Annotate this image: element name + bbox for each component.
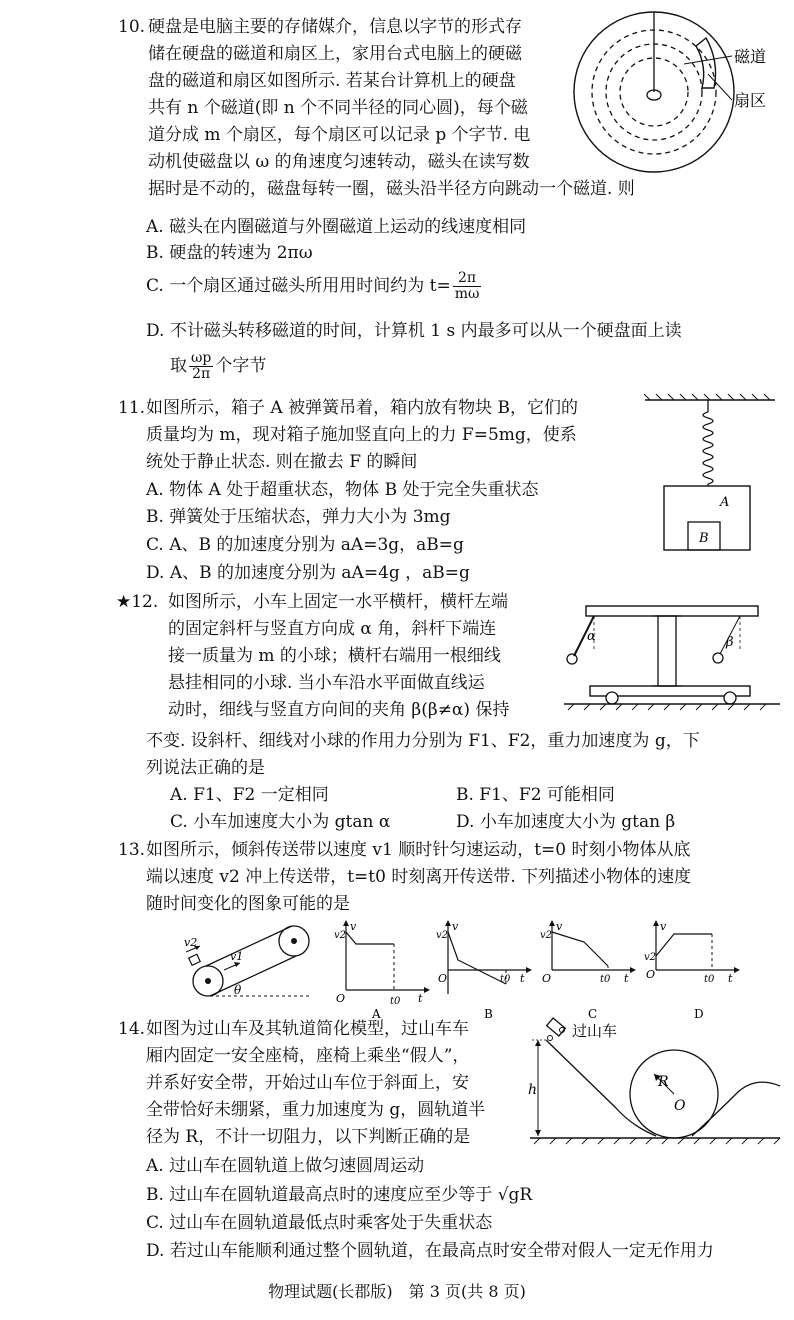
- q10-option-d-cont: 取 $\frac{\omega p}{2\pi}$ 个字节: [170, 350, 267, 382]
- q11-option-a: A. 物体 A 处于超重状态，物体 B 处于完全失重状态: [146, 480, 539, 500]
- q12-number: ★12.: [116, 592, 159, 612]
- roller-coaster-figure: [528, 1012, 782, 1148]
- q12-line7: 列说法正确的是: [146, 758, 265, 778]
- svg-text:t0: t0: [600, 974, 611, 985]
- cart-figure: [560, 600, 782, 720]
- svg-text:t: t: [520, 972, 525, 985]
- conveyor-v1-label: v1: [230, 950, 244, 963]
- q10-stem: [148, 14, 635, 203]
- center-o-label: O: [674, 1098, 686, 1114]
- angle-alpha-label: α: [587, 629, 596, 644]
- q10-line: 据时是不动的，磁盘每转一圈，磁头沿半径方向跳动一个磁道. 则: [148, 179, 635, 199]
- q14-option-c: C. 过山车在圆轨道最低点时乘客处于失重状态: [146, 1213, 493, 1233]
- disk-figure: [572, 2, 782, 180]
- svg-text:v2: v2: [644, 952, 657, 963]
- disk-track-label: 磁道: [734, 47, 767, 66]
- svg-text:t0: t0: [390, 996, 401, 1007]
- graph-d-label: D: [694, 1007, 704, 1018]
- roller-coaster-label: 过山车: [572, 1022, 618, 1040]
- q10-line: 储在硬盘的磁道和扇区上，家用台式电脑上的硬磁: [148, 44, 522, 64]
- svg-text:t0: t0: [704, 974, 715, 985]
- page-footer: 物理试题(长郡版) 第 3 页(共 8 页): [268, 1282, 526, 1301]
- q12-line6: 不变. 设斜杆、细线对小球的作用力分别为 F1、F2，重力加速度为 g，下: [146, 731, 700, 751]
- spring-box-figure: [640, 392, 780, 558]
- svg-text:O: O: [336, 992, 346, 1005]
- q10-option-b: B. 硬盘的转速为 2πω: [146, 243, 313, 263]
- q10-line: 动机使磁盘以 ω 的角速度匀速转动，磁头在读写数: [148, 152, 530, 172]
- q10-fraction-d: $\frac{\omega p}{2\pi}$: [191, 350, 212, 382]
- block-b-label: B: [699, 531, 709, 546]
- q10-option-d: D. 不计磁头转移磁道的时间，计算机 1 s 内最多可以从一个硬盘面上读: [146, 321, 682, 341]
- disk-sector-label: 扇区: [734, 91, 767, 110]
- q12-option-d: D. 小车加速度大小为 gtan β: [456, 812, 676, 832]
- q11-number: 11.: [118, 398, 146, 418]
- svg-text:v2: v2: [334, 930, 347, 941]
- q14-stem: 如图为过山车及其轨道简化模型，过山车车 厢内固定一安全座椅，座椅上乘坐“假人”， 并系好安全带，开始过山车位于斜面上，安 全带恰好未绷紧，重力加速度为 g，圆轨道半 径为 R，不计一切阻力，以下判断正确的是: [146, 1019, 486, 1147]
- svg-text:t0: t0: [500, 974, 511, 985]
- conveyor-figure: [180, 918, 320, 1002]
- vt-graph-d: [644, 918, 744, 1018]
- q10-line: 硬盘是电脑主要的存储媒介，信息以字节的形式存: [148, 17, 522, 37]
- q10-option-c: [146, 266, 483, 306]
- q12-option-a: A. F1、F2 一定相同: [170, 785, 329, 805]
- svg-text:t: t: [728, 972, 733, 985]
- height-h-label: h: [528, 1082, 538, 1098]
- svg-text:O: O: [646, 968, 656, 981]
- svg-text:v: v: [660, 920, 667, 933]
- svg-text:O: O: [438, 972, 448, 985]
- q14-option-d: D. 若过山车能顺利通过整个圆轨道，在最高点时安全带对假人一定无作用力: [146, 1241, 714, 1261]
- q11-option-c: C. A、B 的加速度分别为 aA=3g，aB=g: [146, 535, 464, 555]
- q13-stem: 如图所示，倾斜传送带以速度 v1 顺时针匀速运动，t=0 时刻小物体从底 端以速度 v2 冲上传送带，t=t0 时刻离开传送带. 下列描述小物体的速度 随时间变化的图象可能的是: [146, 840, 692, 914]
- q10-fraction: $\frac{2\pi}{m\omega}$: [454, 270, 480, 302]
- q10-option-a: A. 磁头在内圈磁道与外圈磁道上运动的线速度相同: [146, 217, 527, 237]
- q14-option-b: B. 过山车在圆轨道最高点时的速度应至少等于 √gR: [146, 1185, 533, 1205]
- q14-number: 14.: [118, 1019, 146, 1039]
- q10-line: 盘的磁道和扇区如图所示. 若某台计算机上的硬盘: [148, 71, 516, 91]
- q10-option-c-text: C. 一个扇区通过磁头所用用时间约为 t=: [146, 276, 451, 296]
- vt-graph-b: [436, 918, 536, 1018]
- q11-option-b: B. 弹簧处于压缩状态，弹力大小为 3mg: [146, 507, 451, 527]
- box-a-label: A: [720, 495, 730, 510]
- graph-b-label: B: [484, 1007, 493, 1018]
- q12-stem: 如图所示，小车上固定一水平横杆，横杆左端 的固定斜杆与竖直方向成 α 角，斜杆下端连 接一质量为 m 的小球；横杆右端用一根细线 悬挂相同的小球. 当小车沿水平面做直线运 动时，细线与竖直方向间的夹角 β(β≠α) 保持: [168, 592, 510, 720]
- q10-line: 道分成 m 个扇区，每个扇区可以记录 p 个字节. 电: [148, 125, 531, 145]
- svg-text:O: O: [542, 972, 552, 985]
- radius-label: R: [658, 1074, 669, 1090]
- svg-text:t: t: [624, 972, 629, 985]
- q11-stem: 如图所示，箱子 A 被弹簧吊着，箱内放有物块 B，它们的 质量均为 m，现对箱子施加竖直向上的力 F=5mg，使系 统处于静止状态. 则在撤去 F 的瞬间: [146, 398, 578, 472]
- conveyor-theta-label: θ: [234, 983, 242, 997]
- q10-line: 共有 n 个磁道(即 n 个不同半径的同心圆)，每个磁: [148, 98, 528, 118]
- q13-number: 13.: [118, 840, 146, 860]
- q12-option-c: C. 小车加速度大小为 gtan α: [170, 812, 391, 832]
- q12-option-b: B. F1、F2 可能相同: [456, 785, 615, 805]
- q14-option-a: A. 过山车在圆轨道上做匀速圆周运动: [146, 1156, 425, 1176]
- svg-text:v: v: [452, 920, 459, 933]
- vt-graph-c: [540, 918, 640, 1018]
- graph-a-label: A: [372, 1007, 381, 1018]
- conveyor-v2-label: v2: [184, 936, 198, 949]
- angle-beta-label: β: [726, 635, 734, 650]
- svg-text:v2: v2: [540, 930, 553, 941]
- svg-text:t: t: [418, 992, 423, 1005]
- q11-option-d: D. A、B 的加速度分别为 aA=4g ，aB=g: [146, 563, 470, 583]
- svg-text:v2: v2: [436, 930, 449, 941]
- vt-graph-a: [334, 918, 434, 1018]
- graph-c-label: C: [588, 1007, 598, 1018]
- q10-number: 10.: [118, 17, 146, 37]
- svg-text:v: v: [350, 920, 357, 933]
- svg-text:v: v: [556, 920, 563, 933]
